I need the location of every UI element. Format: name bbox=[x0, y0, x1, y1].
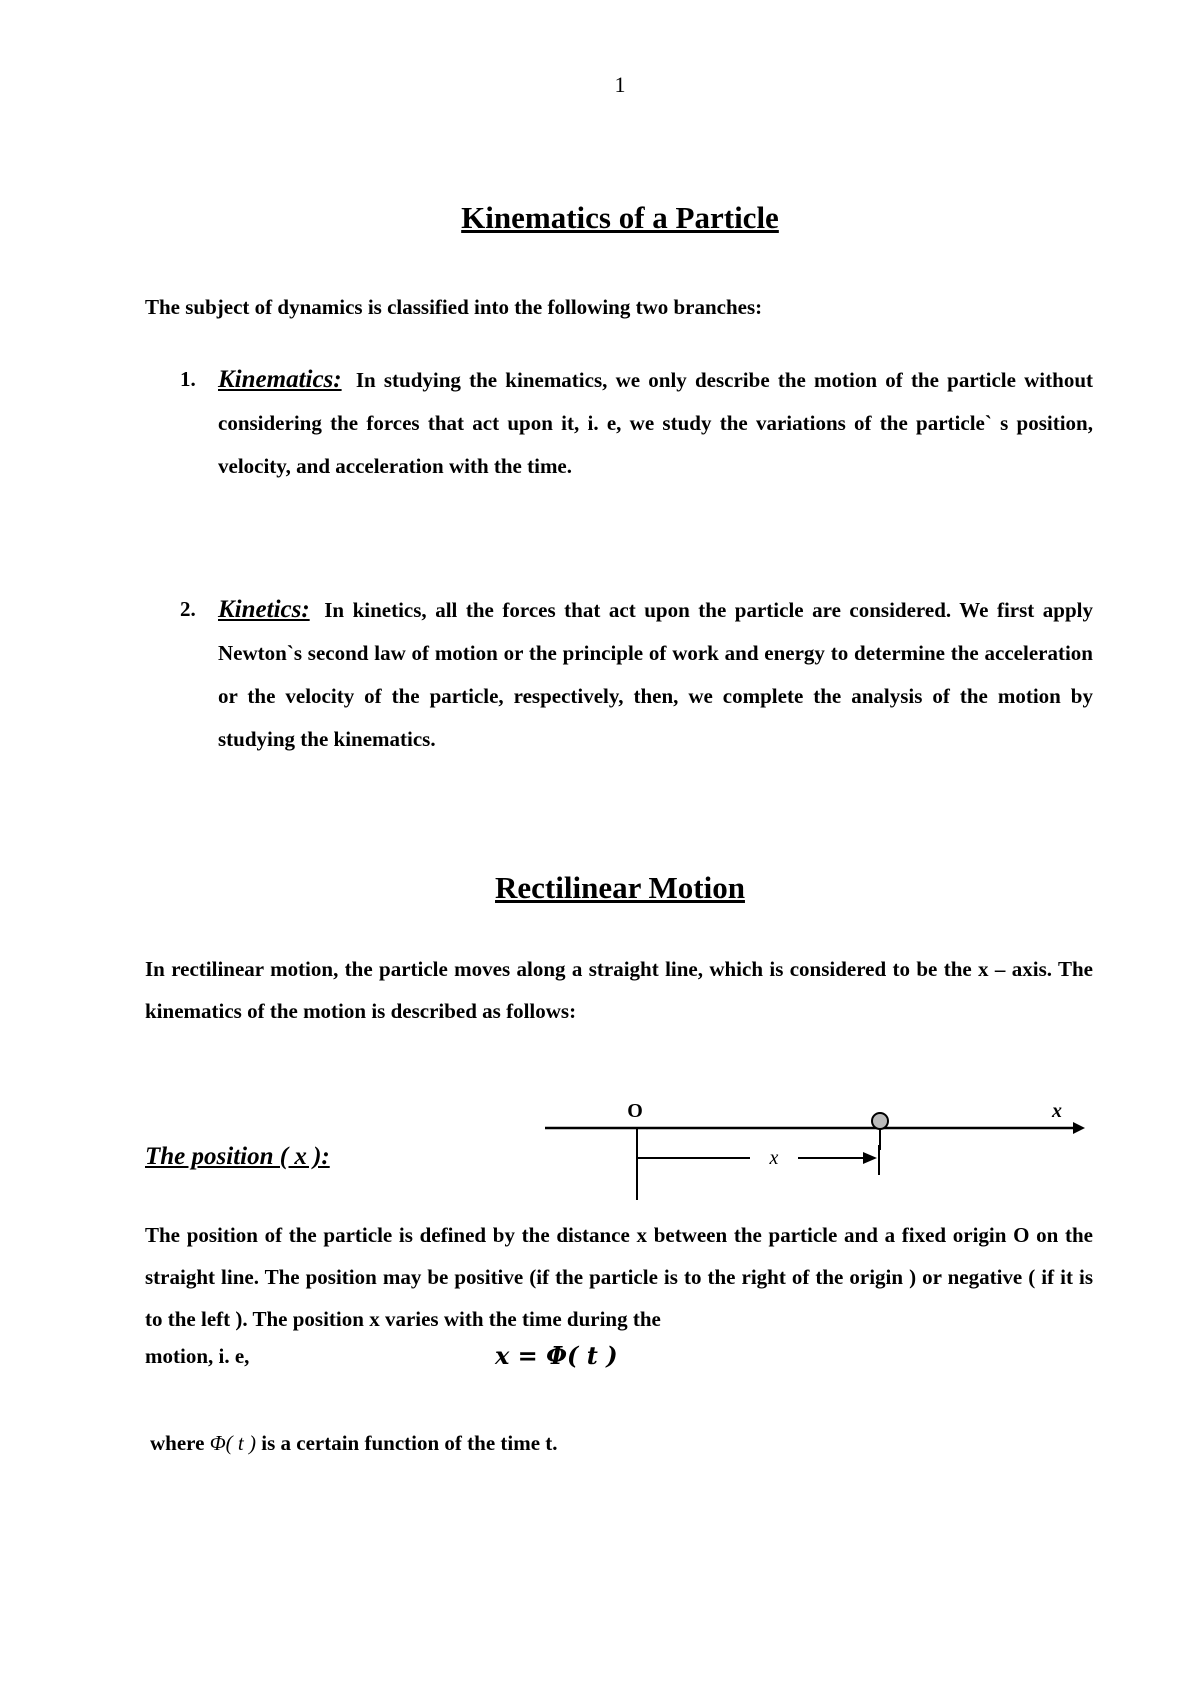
position-text: The position of the particle is defined by the distance x between the particle and a fixed origin O on the straight line. The position may be positive (if the particle is to the right of the origin ) or negative ( if it is to the left ). The position x varies with the time during the bbox=[145, 1223, 1093, 1331]
position-text-end: motion, i. e, bbox=[145, 1344, 250, 1368]
page-title: Kinematics of a Particle bbox=[461, 200, 779, 235]
position-diagram bbox=[545, 1095, 1085, 1210]
kinetics-description: In kinetics, all the forces that act upon the particle are considered. We first apply Newton`s second law of motion or the principle of work and energy to determine the acceleration or the velocity of the particle, respectively, then, we complete the analysis of the motion by studying the kinematics. bbox=[218, 598, 1093, 751]
where-symbol: Φ( t ) bbox=[209, 1431, 256, 1455]
origin-label: O bbox=[627, 1100, 643, 1122]
list-item-kinematics bbox=[180, 358, 1093, 488]
term-kinematics: Kinematics: bbox=[218, 366, 342, 393]
rectilinear-intro: In rectilinear motion, the particle moves along a straight line, which is considered to be the x – axis. The kinematics of the motion is described as follows: bbox=[145, 957, 1093, 1023]
list-number: 1. bbox=[180, 367, 196, 391]
where-line bbox=[150, 1422, 1098, 1464]
intro-paragraph: The subject of dynamics is classified into the following two branches: bbox=[145, 295, 763, 319]
distance-arrow-icon bbox=[863, 1152, 877, 1164]
kinematics-description: In studying the kinematics, we only describe the motion of the particle without considering the forces that act upon it, i. e, we study the variations of the particle` s position, velocity, and acceleration with the time. bbox=[218, 368, 1093, 478]
where-suffix: is a certain function of the time t. bbox=[261, 1431, 558, 1455]
axis-arrow-icon bbox=[1073, 1122, 1085, 1134]
position-heading: The position ( x ): bbox=[145, 1143, 330, 1170]
list-number: 2. bbox=[180, 597, 196, 621]
term-kinetics: Kinetics: bbox=[218, 596, 310, 623]
list-item-kinetics bbox=[180, 588, 1093, 761]
section-title: Rectilinear Motion bbox=[495, 870, 745, 905]
equation-line bbox=[145, 1340, 1093, 1372]
page-number: 1 bbox=[614, 72, 626, 97]
distance-label: x bbox=[769, 1147, 779, 1169]
position-paragraph bbox=[145, 1214, 1093, 1340]
where-prefix: where bbox=[150, 1431, 205, 1455]
particle-circle bbox=[872, 1113, 888, 1129]
position-equation: x = Φ( t ) bbox=[495, 1341, 618, 1370]
axis-label: x bbox=[1052, 1100, 1062, 1122]
